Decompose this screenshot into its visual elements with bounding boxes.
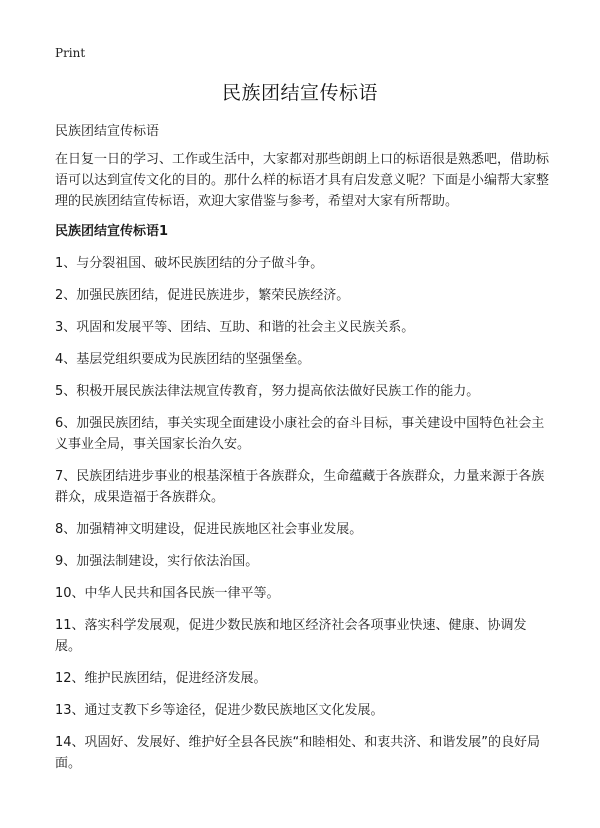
document-subtitle: 民族团结宣传标语 bbox=[55, 124, 160, 139]
slogan-item: 9、加强法制建设，实行依法治国。 bbox=[55, 554, 259, 569]
slogan-item: 4、基层党组织要成为民族团结的坚强堡垒。 bbox=[55, 352, 311, 367]
slogan-item: 8、加强精神文明建设，促进民族地区社会事业发展。 bbox=[55, 522, 363, 537]
slogan-item: 10、中华人民共和国各民族一律平等。 bbox=[55, 586, 280, 601]
print-label: Print bbox=[55, 46, 86, 60]
section-heading: 民族团结宣传标语1 bbox=[55, 224, 169, 239]
slogan-item: 2、加强民族团结，促进民族进步，繁荣民族经济。 bbox=[55, 288, 350, 303]
page-title: 民族团结宣传标语 bbox=[221, 82, 378, 104]
slogan-item: 12、维护民族团结，促进经济发展。 bbox=[55, 671, 267, 686]
slogan-item: 13、通过支教下乡等途径，促进少数民族地区文化发展。 bbox=[55, 703, 384, 718]
document-body bbox=[55, 121, 550, 785]
slogan-item: 1、与分裂祖国、破坏民族团结的分子做斗争。 bbox=[55, 256, 324, 271]
slogan-item: 3、巩固和发展平等、团结、互助、和谐的社会主义民族关系。 bbox=[55, 320, 415, 335]
slogan-item: 14、巩固好、发展好、维护好全县各民族“和睦相处、和衷共济、和谐发展”的良好局面。 bbox=[55, 735, 541, 771]
slogan-item: 5、积极开展民族法律法规宣传教育，努力提高依法做好民族工作的能力。 bbox=[55, 384, 480, 399]
slogan-item: 11、落实科学发展观，促进少数民族和地区经济社会各项事业快速、健康、协调发展。 bbox=[55, 618, 527, 654]
intro-paragraph: 在日复一日的学习、工作或生活中，大家都对那些朗朗上口的标语很是熟悉吧，借助标语可以达到宣传文化的目的。那什么样的标语才具有启发意义呢？下面是小编帮大家整理的民族团结宣传标语，欢迎大家借鉴与参考，希望对大家有所帮助。 bbox=[55, 152, 550, 209]
slogan-item: 7、民族团结进步事业的根基深植于各族群众，生命蕴藏于各族群众，力量来源于各族群众，成果造福于各族群众。 bbox=[55, 469, 545, 505]
slogan-list bbox=[55, 253, 550, 774]
slogan-item: 6、加强民族团结，事关实现全面建设小康社会的奋斗目标，事关建设中国特色社会主义事业全局，事关国家长治久安。 bbox=[55, 416, 545, 452]
